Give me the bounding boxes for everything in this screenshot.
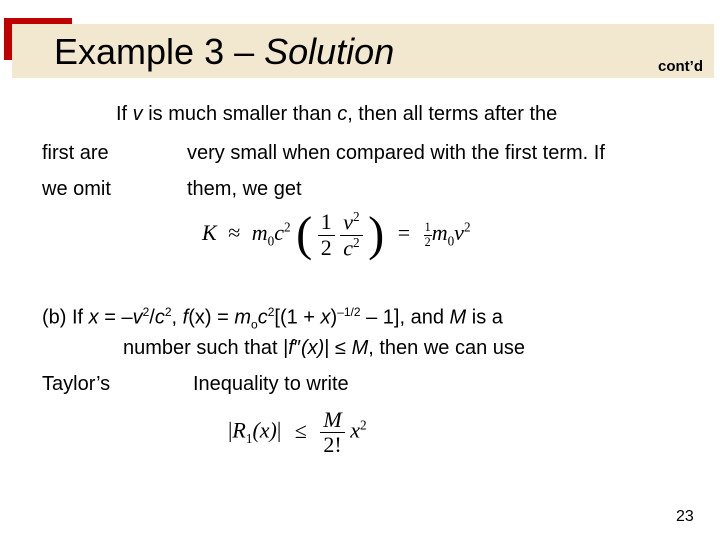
fraction-one-half: $\frac{1}{2}$ [318, 210, 335, 259]
para1-line3b: them, we get [187, 178, 302, 200]
fraction-v2-over-c2: $\frac{v^2}{c^2}$ [340, 210, 362, 260]
small-half: $\frac{1}{2}$ [424, 220, 431, 249]
page-number: 23 [676, 508, 694, 525]
fraction-M-over-2-factorial: $\frac{M}{2!}$ [320, 408, 344, 457]
para1-line2a: first are [42, 142, 109, 164]
continued-label: cont’d [658, 58, 703, 75]
para1-line1: If v is much smaller than c, then all terms after the [116, 103, 558, 125]
taylor-inequality-formula: $|R_1(x)|$ ≤ $\frac{M}{2!}$ $x^2$ [228, 407, 367, 458]
slide-title: Example 3 – Solution [54, 31, 395, 72]
para2-line3b: Inequality to write [193, 373, 349, 395]
para2-line1: (b) If $x = -v^2/c^2$, $f(x) = m_oc^2[(1 + x)^{-1/2} - 1]$, and M is a [42, 305, 503, 332]
para2-line3a: Taylor’s [42, 373, 111, 395]
para1-line2b: very small when compared with the first term. If [187, 142, 605, 164]
kinetic-energy-formula: $K \approx m_0c^2$ ( $\frac{1}{2}$ $\frac{v^2}{c^2}$ ) = $\frac{1}{2}$ $m_0v^2$ [202, 207, 471, 261]
para2-line2: number such that |f″(x)| ≤ M, then we can use [123, 337, 526, 359]
para1-line3a: we omit [42, 178, 111, 200]
